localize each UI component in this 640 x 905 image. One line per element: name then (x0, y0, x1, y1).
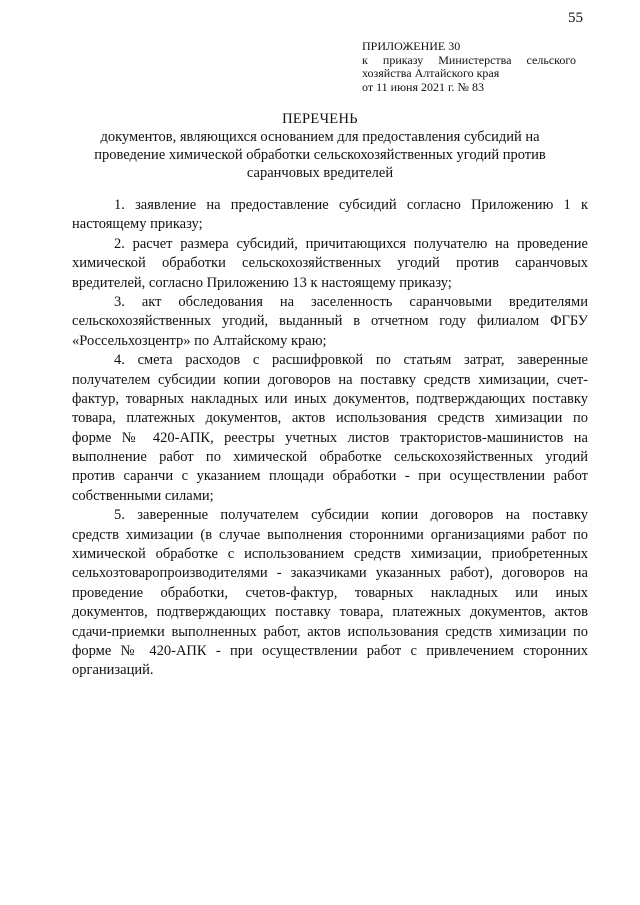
list-item-line: получателем субсидии копии договоров на поставку средств химизации, счет- (72, 371, 588, 388)
list-item-line: проведение обработки, счетов-фактур, товарных накладных или иных (72, 584, 588, 601)
list-item-line: против саранчи с указанием площади обработки - при осуществлении работ (72, 468, 588, 485)
list-item-line: форме № 420-АПК, реестры учетных листов трактористов-машинистов на (72, 429, 588, 446)
appendix-order-line: к приказу Министерства сельского (362, 52, 576, 67)
list-item-line: фактур, товарных накладных или иных документов, подтверждающих поставку (72, 390, 588, 407)
document-subtitle (60, 128, 580, 182)
list-item-line: вредителей, согласно Приложению 13 к настоящему приказу; (72, 274, 452, 291)
list-item-line: товара, платежных документов, актов использования средств химизации по (72, 410, 588, 427)
list-item-line: сельхозтоваропроизводителями - заказчиками указанных работ), договоров на (72, 565, 588, 582)
page-number: 55 (568, 10, 583, 26)
appendix-ministry-line: хозяйства Алтайского края (362, 66, 500, 80)
list-item-line: собственными силами; (72, 487, 214, 504)
list-item-line: документов, подтверждающих поставку товара, платежных документов, актов (72, 604, 588, 621)
list-item-line: настоящему приказу; (72, 216, 203, 233)
list-item-line: сдачи-приемки выполненных работ, актов использования средств химизации по (72, 623, 588, 640)
list-item-line: средств химизации (в случае выполнения сторонними организациями работ по (72, 526, 588, 543)
appendix-title: ПРИЛОЖЕНИЕ 30 (362, 39, 461, 53)
list-item-line: организаций. (72, 662, 154, 679)
list-item-line: выполнение работ по химической обработке сельскохозяйственных угодий (72, 449, 588, 466)
list-item-line: 4. смета расходов с расшифровкой по статьям затрат, заверенные (114, 352, 588, 369)
document-list (72, 196, 588, 681)
list-item-3 (72, 293, 588, 351)
list-item-line: форме № 420-АПК - при осуществлении работ с привлечением сторонних (72, 642, 588, 659)
list-item-line: 5. заверенные получателем субсидии копии договоров на поставку (114, 507, 588, 524)
list-item-5 (72, 506, 588, 681)
list-item-line: химической обработке с использованием средств химизации, приобретенных (72, 546, 588, 563)
list-item-line: 3. акт обследования на заселенность саранчовыми вредителями (114, 293, 588, 310)
document-title: ПЕРЕЧЕНЬ (282, 111, 358, 127)
list-item-4 (72, 351, 588, 506)
list-item-2 (72, 235, 588, 293)
appendix-date-line: от 11 июня 2021 г. № 83 (362, 79, 484, 94)
subtitle-line: проведение химической обработки сельскохозяйственных угодий против (94, 147, 546, 163)
list-item-line: 2. расчет размера субсидий, причитающихся получателю на проведение (114, 235, 588, 252)
list-item-line: химической обработки сельскохозяйственных угодий против саранчовых (72, 255, 588, 272)
list-item-line: 1. заявление на предоставление субсидий согласно Приложению 1 к (114, 197, 588, 213)
appendix-block (362, 40, 576, 94)
list-item-line: сельскохозяйственных угодий, выданный в отчетном году филиалом ФГБУ (72, 313, 588, 330)
subtitle-line: документов, являющихся основанием для предоставления субсидий на (100, 129, 540, 145)
list-item-line: «Россельхозцентр» по Алтайскому краю; (72, 332, 327, 349)
list-item-1 (72, 196, 588, 235)
subtitle-line: саранчовых вредителей (246, 165, 394, 181)
